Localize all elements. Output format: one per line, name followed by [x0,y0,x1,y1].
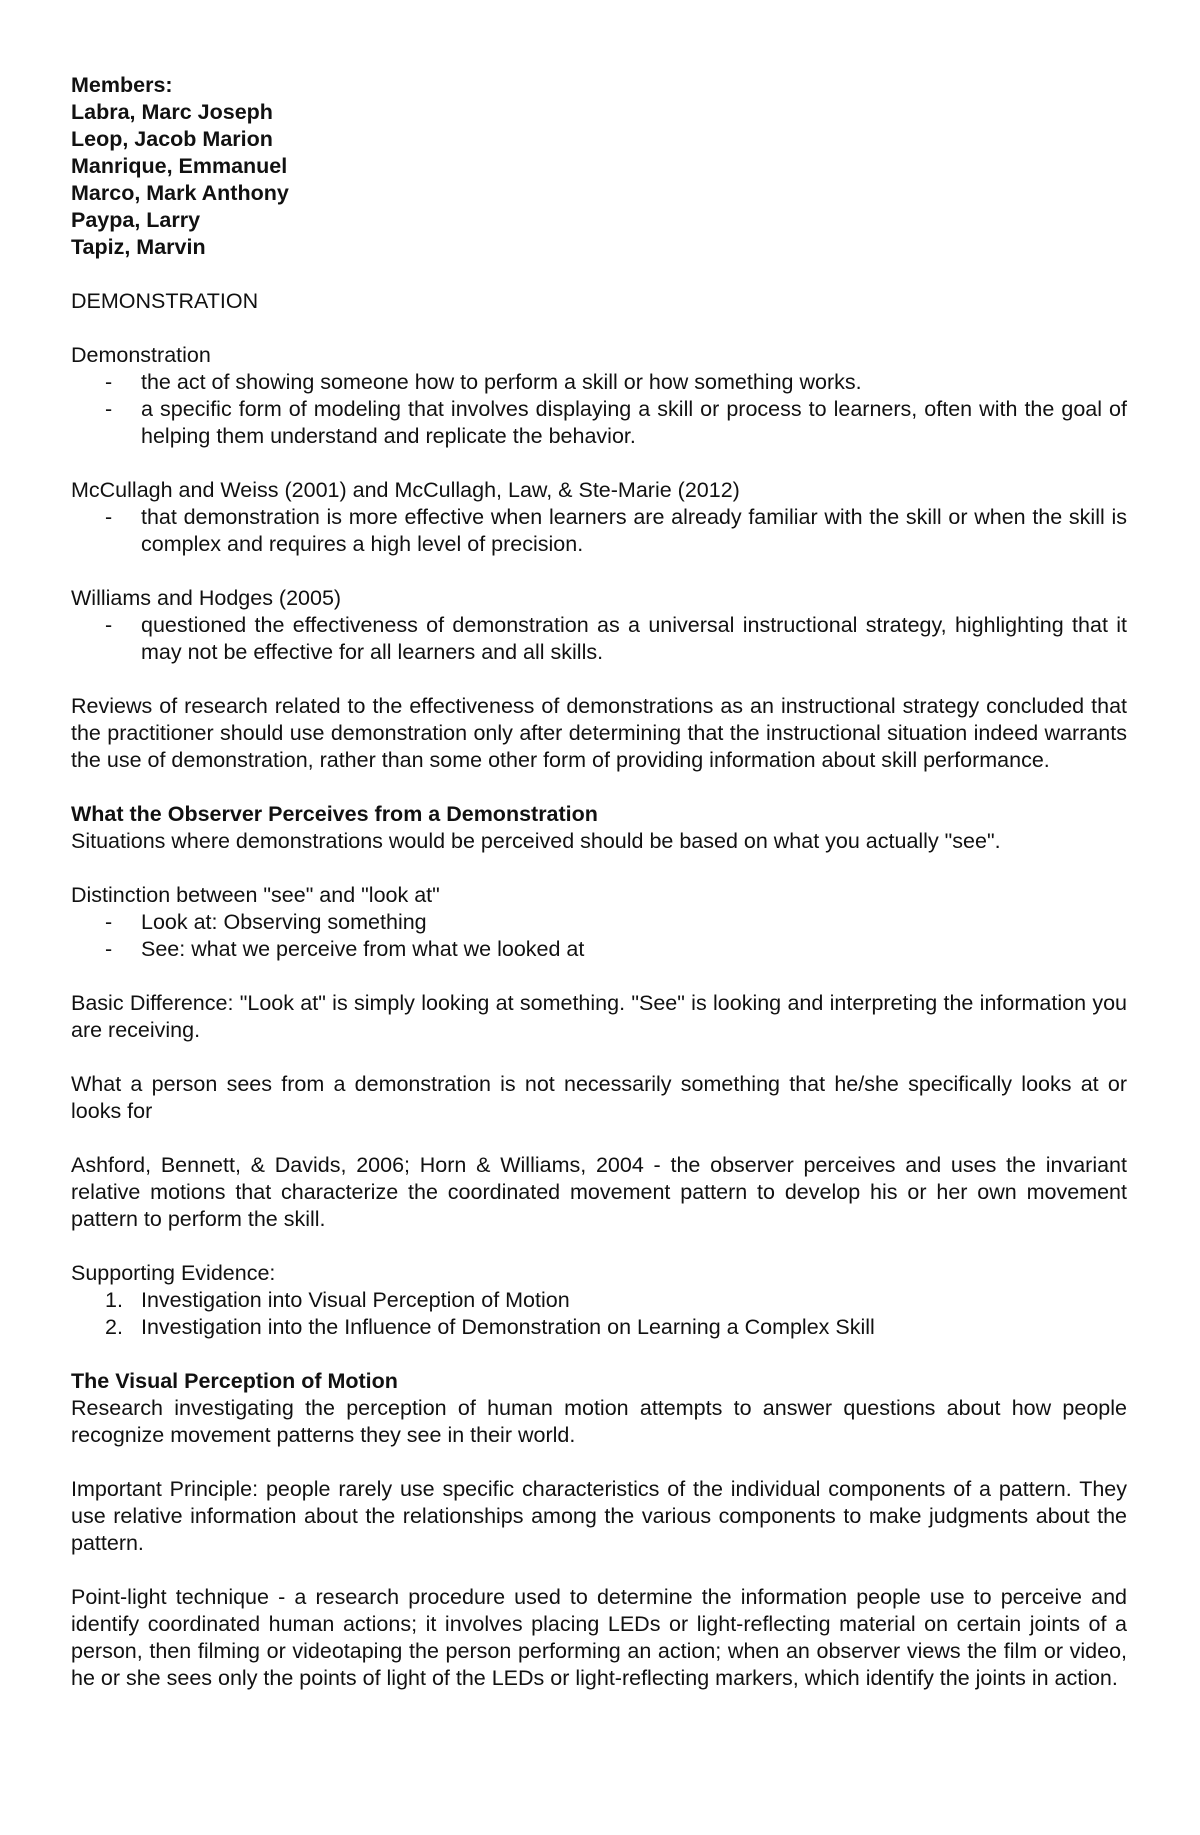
member-name: Leop, Jacob Marion [71,127,273,151]
document-title: DEMONSTRATION [71,289,259,313]
dash-marker: - [105,937,113,961]
reviews-paragraph: Reviews of research related to the effectiveness of demonstrations as an instructional strategy concluded that the practitioner should use demonstration only after determining that the instructional situation indeed warrants the use of demonstration, rather than some other form of providing information about skill performance. [71,694,1127,772]
mccullagh-citation: McCullagh and Weiss (2001) and McCullagh, Law, & Ste-Marie (2012) [71,478,740,502]
dash-marker: - [105,613,113,637]
member-name: Marco, Mark Anthony [71,181,289,205]
williams-citation: Williams and Hodges (2005) [71,586,342,610]
member-name: Tapiz, Marvin [71,235,206,259]
list-item: - Look at: Observing something [105,910,427,934]
members-heading: Members: [71,73,173,97]
dash-marker: - [105,910,113,934]
mccullagh-section [71,477,1127,558]
demonstration-term: Demonstration [71,343,211,367]
principle-paragraph: Important Principle: people rarely use specific characteristics of the individual components of a pattern. They use relative information about the relationships among the various components to make judgments about the pattern. [71,1477,1127,1555]
list-item: - the act of showing someone how to perform a skill or how something works. [105,370,862,394]
visual-heading: The Visual Perception of Motion [71,1369,398,1393]
list-number: 1. [105,1288,123,1312]
distinction-intro: Distinction between "see" and "look at" [71,883,440,907]
evidence-intro: Supporting Evidence: [71,1261,276,1285]
ashford-paragraph: Ashford, Bennett, & Davids, 2006; Horn & Williams, 2004 - the observer perceives and uses the invariant relative motions that characterize the coordinated movement pattern to develop his or her own movement pattern to perform the skill. [71,1153,1127,1231]
observer-section [71,801,1127,855]
visual-text: Research investigating the perception of human motion attempts to answer questions about how people recognize movement patterns they see in their world. [71,1396,1127,1447]
member-name: Labra, Marc Joseph [71,100,273,124]
dash-marker: - [105,505,113,529]
list-item: - See: what we perceive from what we looked at [105,937,585,961]
dash-marker: - [105,397,113,421]
list-item: - that demonstration is more effective when learners are already familiar with the skill or when the skill is complex and requires a high level of precision. [105,505,1127,556]
list-number: 2. [105,1315,123,1339]
observer-heading: What the Observer Perceives from a Demonstration [71,802,598,826]
demonstration-list [71,369,1127,450]
list-item: - questioned the effectiveness of demonstration as a universal instructional strategy, highlighting that it may not be effective for all learners and all skills. [105,613,1127,664]
basic-difference-paragraph: Basic Difference: "Look at" is simply looking at something. "See" is looking and interpreting the information you are receiving. [71,991,1127,1042]
list-item: - a specific form of modeling that involves displaying a skill or process to learners, often with the goal of helping them understand and replicate the behavior. [105,397,1127,448]
pointlight-paragraph: Point-light technique - a research procedure used to determine the information people use to perceive and identify coordinated human actions; it involves placing LEDs or light-reflecting material on certain joints of a person, then filming or videotaping the person performing an action; when an observer views the film or video, he or she sees only the points of light of the LEDs or light-reflecting markers, which identify the joints in action. [71,1585,1127,1690]
evidence-section [71,1260,1127,1341]
demonstration-section [71,342,1127,450]
distinction-list [71,909,1127,963]
williams-list [71,612,1127,666]
distinction-section [71,882,1127,963]
observer-text: Situations where demonstrations would be perceived should be based on what you actually "see". [71,829,1001,853]
evidence-list [71,1287,1127,1341]
visual-section [71,1368,1127,1449]
williams-section [71,585,1127,666]
member-name: Paypa, Larry [71,208,201,232]
member-name: Manrique, Emmanuel [71,154,288,178]
list-item: 2. Investigation into the Influence of Demonstration on Learning a Complex Skill [105,1315,875,1339]
members-block [71,72,1127,261]
list-item: 1. Investigation into Visual Perception of Motion [105,1288,570,1312]
person-sees-paragraph: What a person sees from a demonstration is not necessarily something that he/she specifically looks at or looks for [71,1072,1127,1123]
dash-marker: - [105,370,113,394]
mccullagh-list [71,504,1127,558]
